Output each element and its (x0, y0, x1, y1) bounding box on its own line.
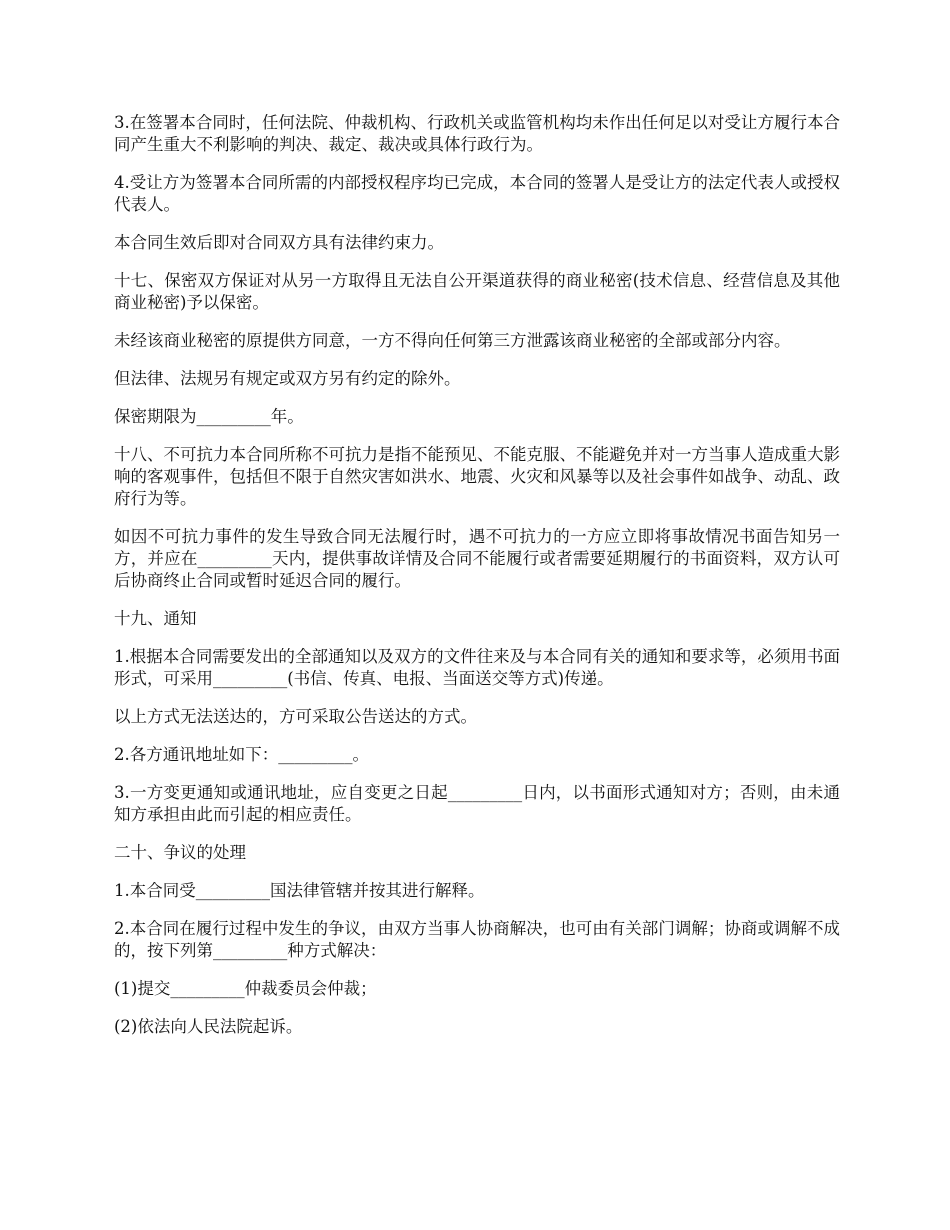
paragraph-dispute-resolution: 2.本合同在履行过程中发生的争议，由双方当事人协商解决，也可由有关部门调解；协商或调解不成的，按下列第_________种方式解决： (114, 919, 840, 960)
paragraph-public-notice: 以上方式无法送达的，方可采取公告送达的方式。 (114, 707, 477, 726)
heading-section-19-notice: 十九、通知 (114, 609, 197, 628)
heading-section-20-disputes: 二十、争议的处理 (114, 843, 246, 862)
paragraph-option-litigation: (2)依法向人民法院起诉。 (114, 1017, 303, 1036)
paragraph-confidentiality-period: 保密期限为_________年。 (114, 407, 304, 426)
paragraph-option-arbitration: (1)提交_________仲裁委员会仲裁； (114, 979, 377, 998)
paragraph-notice-form: 1.根据本合同需要发出的全部通知以及双方的文件往来及与本合同有关的通知和要求等，必须用书面形式，可采用_________(书信、传真、电报、当面送交等方式)传递。 (114, 647, 840, 688)
paragraph-no-disclosure: 未经该商业秘密的原提供方同意，一方不得向任何第三方泄露该商业秘密的全部或部分内容。 (114, 331, 791, 350)
paragraph-governing-law: 1.本合同受_________国法律管辖并按其进行解释。 (114, 881, 485, 900)
paragraph-binding-effect: 本合同生效后即对合同双方具有法律约束力。 (114, 233, 444, 252)
paragraph-section-18-force-majeure: 十八、不可抗力本合同所称不可抗力是指不能预见、不能克服、不能避免并对一方当事人造成重大影响的客观事件，包括但不限于自然灾害如洪水、地震、火灾和风暴等以及社会事件如战争、动乱、政府行为等。 (114, 445, 840, 508)
paragraph-section-17-confidentiality: 十七、保密双方保证对从另一方取得且无法自公开渠道获得的商业秘密(技术信息、经营信息及其他商业秘密)予以保密。 (114, 271, 840, 312)
paragraph-clause-4-authorization: 4.受让方为签署本合同所需的内部授权程序均已完成，本合同的签署人是受让方的法定代表人或授权代表人。 (114, 173, 840, 214)
paragraph-address-change: 3.一方变更通知或通讯地址，应自变更之日起_________日内，以书面形式通知对方；否则，由未通知方承担由此而引起的相应责任。 (114, 783, 840, 824)
paragraph-clause-3-signing: 3.在签署本合同时，任何法院、仲裁机构、行政机关或监管机构均未作出任何足以对受让方履行本合同产生重大不利影响的判决、裁定、裁决或具体行政行为。 (114, 113, 840, 154)
paragraph-addresses: 2.各方通讯地址如下：_________。 (114, 745, 369, 764)
paragraph-exception: 但法律、法规另有规定或双方另有约定的除外。 (114, 369, 461, 388)
paragraph-force-majeure-notice: 如因不可抗力事件的发生导致合同无法履行时，遇不可抗力的一方应立即将事故情况书面告知另一方，并应在_________天内，提供事故详情及合同不能履行或者需要延期履行的书面资料，双方认可后协商终止合同或暂时延迟合同的履行。 (114, 527, 840, 590)
document-body (114, 112, 840, 1054)
